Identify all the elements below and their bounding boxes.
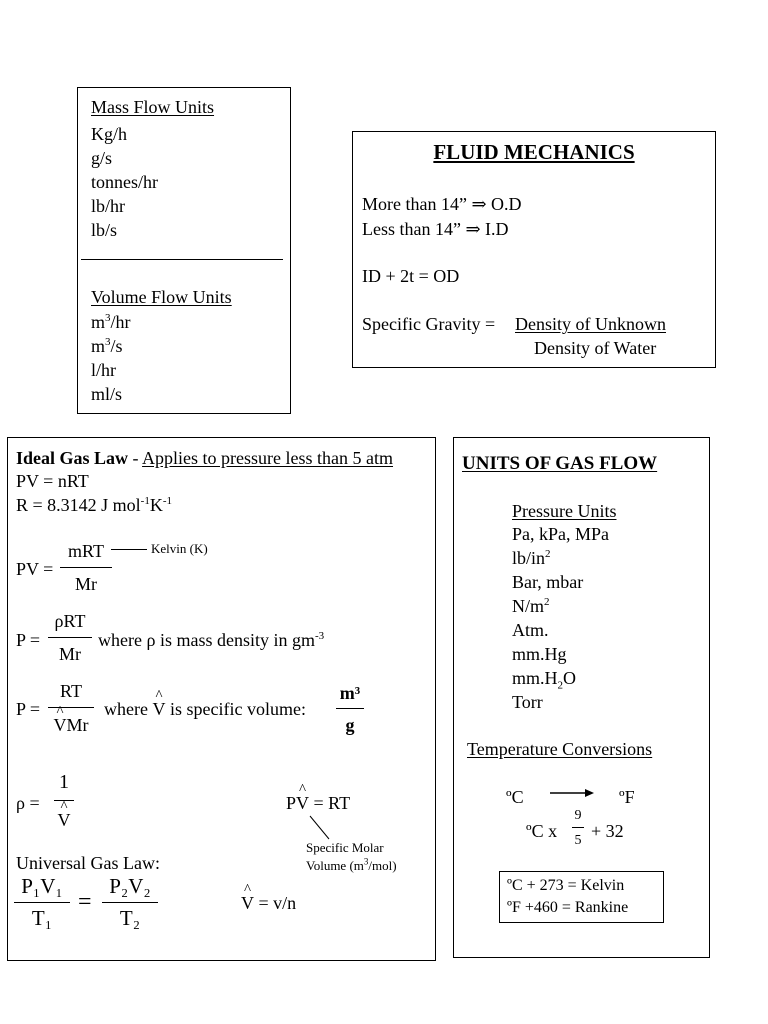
title-dash: - xyxy=(128,448,143,468)
p-rho-numerator: ρRT xyxy=(54,611,86,631)
r-constant xyxy=(16,496,172,514)
p-v-where xyxy=(104,700,306,718)
r-k: K xyxy=(149,495,163,515)
list-item-base: m xyxy=(91,312,106,332)
p-v-den-rest: Mr xyxy=(66,715,89,735)
p-rho-sup: -3 xyxy=(314,630,325,642)
conversion-c-x: ºC x xyxy=(526,821,558,841)
ideal-gas-box xyxy=(7,437,436,961)
list-item xyxy=(91,382,131,406)
list-item-rest: O xyxy=(563,668,577,688)
vn-rest: = v/n xyxy=(254,893,297,913)
list-item xyxy=(512,618,609,642)
unit-numerator: m³ xyxy=(339,683,361,703)
less-than-line: Less than 14” ⇒ I.D xyxy=(362,219,509,239)
temperature-conversions-title: Temperature Conversions xyxy=(467,739,653,759)
rho-numerator: 1 xyxy=(59,771,69,793)
rho-denominator xyxy=(54,811,74,829)
specific-gravity-numerator: Density of Unknown xyxy=(515,314,666,334)
pressure-units-list xyxy=(512,522,609,714)
list-item: g/s xyxy=(91,148,113,168)
list-item-sup: 2 xyxy=(544,596,550,608)
unit-denominator: g xyxy=(345,715,355,735)
where-text: where xyxy=(104,699,153,719)
r-main: R = 8.3142 J mol xyxy=(16,495,141,515)
volume-flow-title: Volume Flow Units xyxy=(91,287,232,307)
pv-mrt-numerator: mRT xyxy=(68,541,104,561)
pv-mrt-left: PV = xyxy=(16,559,54,579)
list-item-sup: 3 xyxy=(105,312,111,324)
list-item xyxy=(512,666,609,690)
v-hat: ^ V xyxy=(152,700,165,718)
kelvin-equation: ºC + 273 = Kelvin xyxy=(507,877,625,894)
unit-bar xyxy=(336,708,364,709)
more-than-line: More than 14” ⇒ O.D xyxy=(362,194,522,214)
list-item xyxy=(512,642,609,666)
p-rho-denominator: Mr xyxy=(59,644,81,664)
v-hat: ^ V xyxy=(296,794,309,812)
kelvin-rankine-box xyxy=(499,871,664,923)
conversion-numerator: 9 xyxy=(574,808,582,823)
ideal-gas-title xyxy=(16,449,393,467)
v-hat: ^ V xyxy=(241,894,254,912)
pv3-p: P xyxy=(286,793,297,813)
list-item-base: m xyxy=(91,336,106,356)
list-item-base: N/m xyxy=(512,596,545,616)
list-item-base: Torr xyxy=(512,692,543,712)
r-sup2: -1 xyxy=(162,495,173,507)
p-rho-bar xyxy=(48,637,92,638)
ideal-gas-title-condition: Applies to pressure less than 5 atm xyxy=(142,448,394,468)
list-item-base: lb/in xyxy=(512,548,546,568)
list-item xyxy=(512,570,609,594)
list-item xyxy=(91,334,131,358)
list-item-base: Bar, mbar xyxy=(512,572,584,592)
flow-units-box xyxy=(77,87,291,414)
list-item xyxy=(512,522,609,546)
list-item: tonnes/hr xyxy=(91,172,158,192)
list-item xyxy=(512,690,609,714)
specific-molar-annotation-2 xyxy=(306,856,397,873)
divider xyxy=(81,259,283,260)
list-item-rest: /s xyxy=(110,336,123,356)
list-item xyxy=(91,358,131,382)
conversion-denominator: 5 xyxy=(574,833,582,848)
kelvin-annotation: Kelvin (K) xyxy=(151,541,208,556)
list-item-base: ml/s xyxy=(91,384,123,404)
list-item-base: Atm. xyxy=(512,620,549,640)
list-item-base: mm.H xyxy=(512,668,558,688)
v-equals-v-over-n xyxy=(241,894,296,912)
fluid-mechanics-box xyxy=(352,131,716,368)
mass-flow-title: Mass Flow Units xyxy=(91,97,215,117)
universal-den-2: T₂ xyxy=(119,906,141,930)
rho-left: ρ = xyxy=(16,793,40,813)
v-hat: ^ V xyxy=(54,716,67,734)
universal-num-2: P₂V₂ xyxy=(109,874,151,898)
list-item-sup: 3 xyxy=(105,336,111,348)
list-item-base: mm.Hg xyxy=(512,644,567,664)
pv3-rest: = RT xyxy=(309,793,351,813)
list-item-sup: 2 xyxy=(545,548,551,560)
units-gas-flow-title: UNITS OF GAS FLOW xyxy=(462,453,658,474)
list-item-base: l/hr xyxy=(91,360,116,380)
list-item-rest: /hr xyxy=(110,312,131,332)
molar-pointer-line xyxy=(308,815,332,841)
fahrenheit-label: ºF xyxy=(619,787,635,807)
pv-rt-molar xyxy=(286,794,350,812)
celsius-label: ºC xyxy=(506,787,524,807)
universal-equals: = xyxy=(78,889,92,915)
conversion-plus: + 32 xyxy=(591,821,624,841)
p-v-left: P = xyxy=(16,699,40,719)
id-od-equation: ID + 2t = OD xyxy=(362,266,460,286)
r-sup1: -1 xyxy=(140,495,150,507)
mass-flow-list xyxy=(91,122,158,242)
pv-mrt-bar xyxy=(60,567,112,568)
specific-volume-text: is specific volume: xyxy=(165,699,306,719)
p-v-numerator: RT xyxy=(60,681,82,701)
universal-bar-1 xyxy=(14,902,70,903)
units-gas-flow-box xyxy=(453,437,710,958)
specific-molar-annotation-1: Specific Molar xyxy=(306,840,384,855)
universal-num-1: P₁V₁ xyxy=(21,874,63,898)
molar-sup: 3 xyxy=(363,856,369,867)
list-item-sub: 2 xyxy=(557,679,564,692)
list-item xyxy=(512,546,609,570)
list-item xyxy=(91,310,131,334)
specific-gravity-denominator: Density of Water xyxy=(534,338,657,358)
list-item: Kg/h xyxy=(91,124,127,144)
ideal-gas-title-bold: Ideal Gas Law xyxy=(16,448,129,468)
conversion-bar xyxy=(572,827,584,828)
rankine-equation: ºF +460 = Rankine xyxy=(507,899,629,916)
p-v-denominator xyxy=(48,716,94,734)
molar-a: Volume (m xyxy=(306,858,364,873)
v-hat: ^ V xyxy=(58,811,71,829)
pv-nrt: PV = nRT xyxy=(16,471,89,491)
molar-b: /mol) xyxy=(368,858,397,873)
specific-gravity-label: Specific Gravity = xyxy=(362,314,496,334)
list-item xyxy=(512,594,609,618)
p-rho-where-text: where ρ is mass density in gm xyxy=(98,630,315,650)
list-item: lb/hr xyxy=(91,196,125,216)
fluid-title: FLUID MECHANICS xyxy=(433,140,635,164)
universal-gas-law-label: Universal Gas Law: xyxy=(16,853,160,873)
list-item: lb/s xyxy=(91,220,118,240)
kelvin-pointer-line xyxy=(111,549,147,550)
pressure-units-title: Pressure Units xyxy=(512,501,617,521)
arrow-right-icon xyxy=(549,787,595,799)
p-rho-where xyxy=(98,631,324,649)
list-item-base: Pa, kPa, MPa xyxy=(512,524,610,544)
universal-bar-2 xyxy=(102,902,158,903)
volume-flow-list xyxy=(91,310,131,406)
pv-mrt-denominator: Mr xyxy=(75,574,97,594)
p-rho-left: P = xyxy=(16,630,40,650)
universal-den-1: T₁ xyxy=(31,906,53,930)
